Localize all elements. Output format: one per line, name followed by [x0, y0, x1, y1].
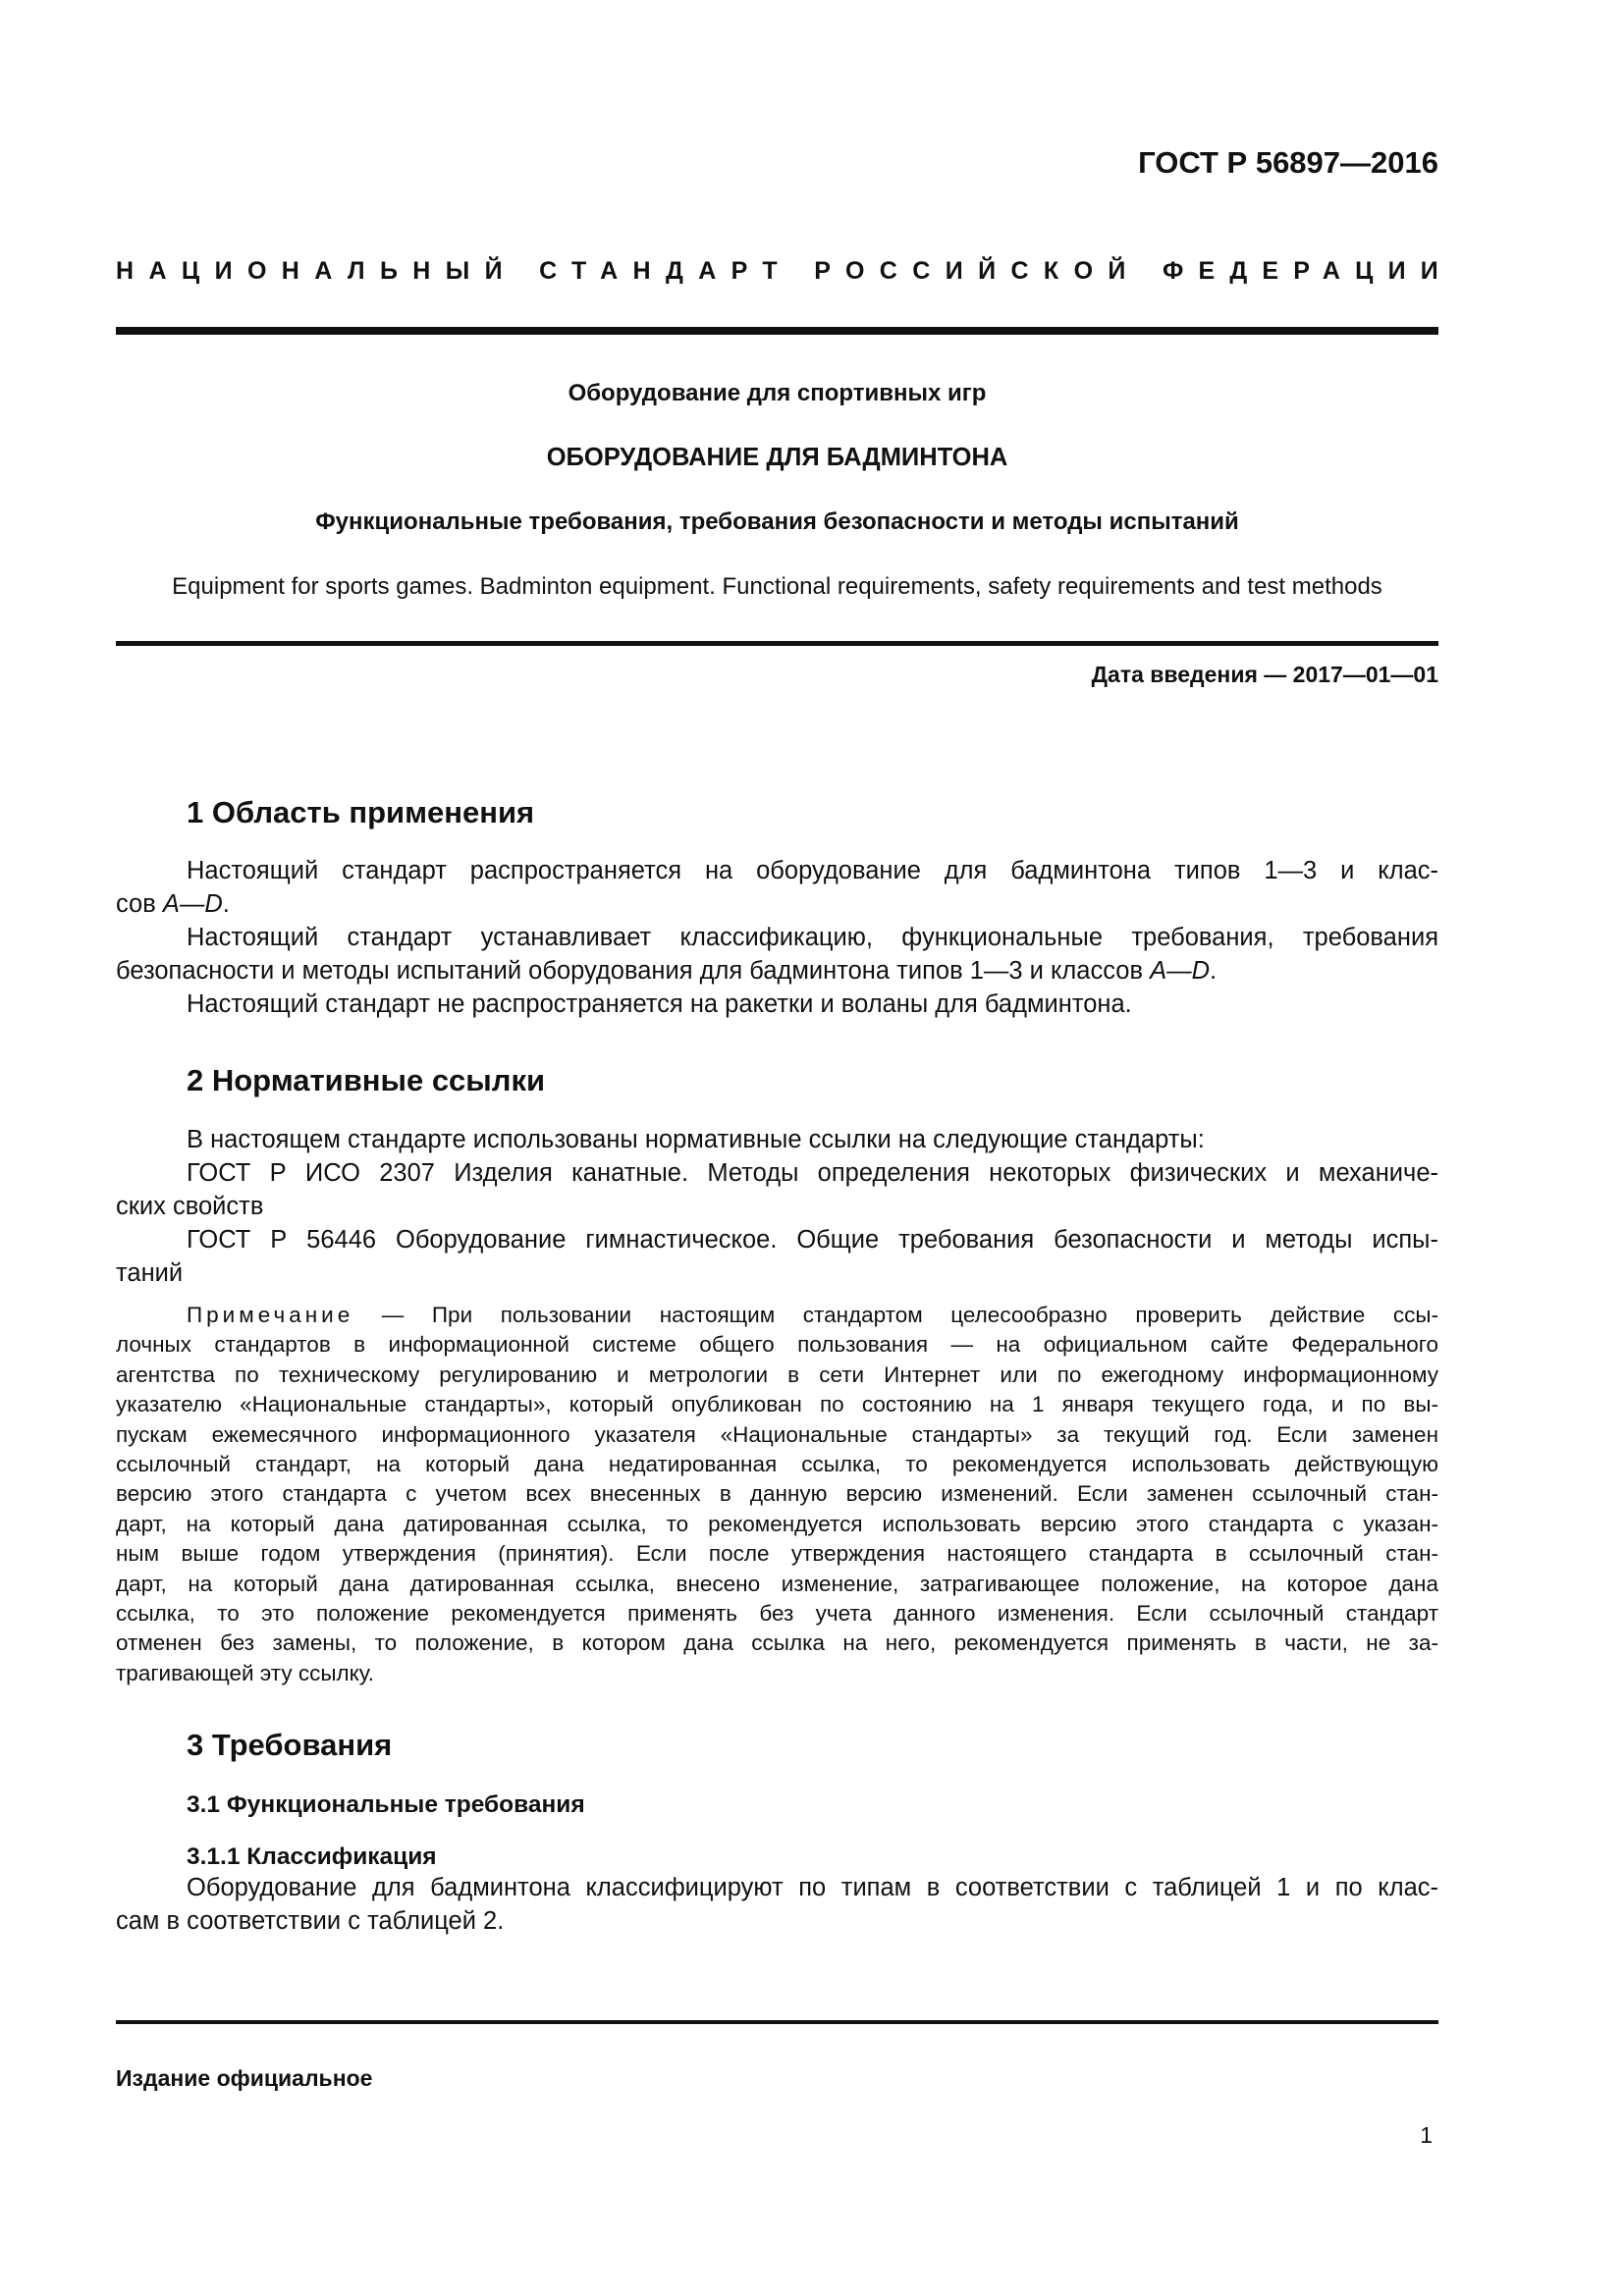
text-line: В настоящем стандарте использованы нормативные ссылки на следующие стандарты: — [187, 1126, 1205, 1153]
text-line: Оборудование для бадминтона классифицируют по типам в соответствии с таблицей 1 и по клас- — [187, 1874, 1438, 1901]
note-line: дарт, на который дана датированная ссылка, внесено изменение, затрагивающее положение, на которое дана — [116, 1571, 1438, 1596]
text-line: Настоящий стандарт не распространяется на ракетки и воланы для бадминтона. — [187, 990, 1132, 1018]
national-standard-banner — [116, 257, 1453, 286]
text-line: Настоящий стандарт устанавливает классификацию, функциональные требования, требования — [187, 924, 1438, 951]
text-line: сов A—D. — [116, 890, 230, 918]
note-line: ссылка, то это положение рекомендуется применять без учета данного изменения. Если ссылочный стандарт — [116, 1601, 1438, 1627]
note-line: дарт, на который дана датированная ссылка, то рекомендуется использовать версию этого стандарта с указан- — [116, 1511, 1438, 1536]
note-line: отменен без замены, то положение, в котором дана ссылка на него, рекомендуется применять в части, не за- — [116, 1630, 1438, 1656]
section-3-body — [116, 1871, 1438, 1938]
title-sub: Функциональные требования, требования безопасности и методы испытаний — [315, 508, 1239, 535]
note-line: агентства по техническому регулированию и метрологии в сети Интернет или по ежегодному информационному — [116, 1362, 1438, 1387]
text-line: Настоящий стандарт распространяется на оборудование для бадминтона типов 1—3 и клас- — [187, 857, 1438, 884]
title-group: Оборудование для спортивных игр — [568, 380, 987, 406]
subsection-3-1-1-heading: 3.1.1 Классификация — [187, 1843, 437, 1870]
footer-divider — [116, 2020, 1438, 2024]
note-line: указателю «Национальные стандарты», который опубликован по состоянию на 1 января текущего года, и по вы- — [116, 1392, 1438, 1417]
banner-word: НАЦИОНАЛЬНЫЙ — [116, 257, 518, 285]
note-line: Примечание — При пользовании настоящим стандартом целесообразно проверить действие ссы- — [187, 1303, 1438, 1327]
introduction-date: Дата введения — 2017—01—01 — [1091, 662, 1438, 687]
section-1-body — [116, 854, 1438, 1021]
section-2-heading: 2 Нормативные ссылки — [187, 1063, 546, 1097]
note-line: ссылочный стандарт, на который дана недатированная ссылка, то рекомендуется использовать действующую — [116, 1452, 1438, 1477]
section-2-body — [116, 1123, 1438, 1290]
document-number: ГОСТ Р 56897—2016 — [1138, 145, 1438, 180]
text-line: таний — [116, 1259, 184, 1287]
note-block — [116, 1301, 1438, 1688]
note-line: пускам ежемесячного информационного указателя «Национальные стандарты» за текущий год. Если заменен — [116, 1421, 1438, 1447]
text-line: сам в соответствии с таблицей 2. — [116, 1907, 505, 1935]
subsection-3-1-heading: 3.1 Функциональные требования — [187, 1791, 585, 1818]
banner-word: РОССИЙСКОЙ — [814, 257, 1141, 285]
text-line: безопасности и методы испытаний оборудования для бадминтона типов 1—3 и классов A—D. — [116, 957, 1218, 985]
note-line: версию этого стандарта с учетом всех внесенных в данную версию изменений. Если заменен ссылочный стан- — [116, 1481, 1438, 1507]
title-divider — [116, 641, 1438, 646]
section-3-heading: 3 Требования — [187, 1728, 393, 1762]
text-line: ГОСТ Р ИСО 2307 Изделия канатные. Методы определения некоторых физических и механиче- — [187, 1159, 1438, 1187]
text-line: ГОСТ Р 56446 Оборудование гимнастическое. Общие требования безопасности и методы испы- — [187, 1226, 1438, 1254]
note-label: Примечание — [187, 1303, 354, 1327]
note-line: трагивающей эту ссылку. — [116, 1660, 374, 1685]
note-line: ным выше годом утверждения (принятия). Если после утверждения настоящего стандарта в ссылочный стан- — [116, 1541, 1438, 1567]
banner-word: ФЕДЕРАЦИИ — [1162, 257, 1453, 285]
header-divider — [116, 327, 1438, 335]
title-main: ОБОРУДОВАНИЕ ДЛЯ БАДМИНТОНА — [546, 444, 1008, 471]
official-edition-label: Издание официальное — [116, 2065, 373, 2091]
note-line: лочных стандартов в информационной системе общего пользования — на официальном сайте Федерального — [116, 1332, 1438, 1358]
title-english: Equipment for sports games. Badminton equipment. Functional requirements, safety requirements and test methods — [172, 573, 1382, 600]
page-number: 1 — [1420, 2122, 1433, 2148]
banner-word: СТАНДАРТ — [539, 257, 793, 285]
section-1-heading: 1 Область применения — [187, 795, 535, 829]
text-line: ских свойств — [116, 1193, 264, 1220]
